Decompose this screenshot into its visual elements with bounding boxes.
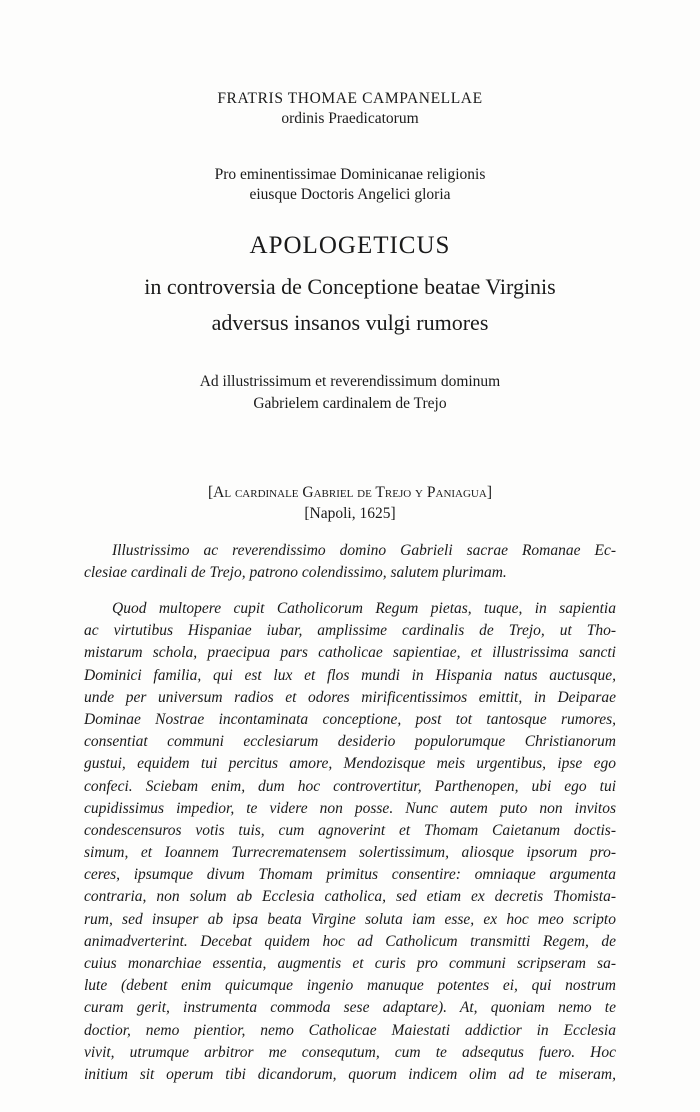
salutation-paragraph	[84, 540, 616, 584]
body-line: Dominici familia, qui est lux et flos mundi in Hispania natus auctusque,	[84, 666, 616, 684]
body-line: gustui, equidem tui percitus amore, Mendozisque meis urgentibus, ipse ego	[84, 755, 616, 773]
body-line: Dominae Nostrae incontaminata conceptione, post tot tantosque rumores,	[84, 710, 616, 728]
subtitle-line-2: adversus insanos vulgi rumores	[211, 310, 489, 335]
bracket-open: [	[208, 484, 214, 501]
body-paragraph	[84, 598, 616, 1086]
body-line: vivit, utrumque arbitror me consequtum, cum te adsequtus fuero. Hoc	[84, 1043, 616, 1061]
address-line-1: Ad illustrissimum et reverendissimum dominum	[199, 373, 501, 390]
author-heading: FRATRIS THOMAE CAMPANELLAE	[217, 90, 483, 107]
bracket-close: ]	[486, 484, 492, 501]
editorial-recipient	[0, 484, 700, 502]
body-line: animadverterint. Decebat quidem hoc ad Catholicum transmitti Regem, de	[84, 932, 616, 950]
body-line: consentiat communi ecclesiarum desiderio populorumque Christianorum	[84, 733, 616, 751]
body-line: lute (debent enim quicumque ingenio manuque potentes ei, qui nostrum	[84, 977, 616, 995]
body-line: cupidissimus impedior, te videre non posse. Nunc autem puto non invitos	[84, 799, 616, 817]
salutation-line: clesiae cardinali de Trejo, patrono colendissimo, salutem plurimam.	[84, 564, 507, 581]
salutation-line: Illustrissimo ac reverendissimo domino Gabrieli sacrae Romanae Ec-	[112, 542, 616, 559]
body-line: simum, et Ioannem Turrecrematensem solertissimum, aliosque ipsorum pro-	[84, 844, 616, 862]
editorial-place-date: [Napoli, 1625]	[304, 505, 396, 522]
body-line: contraria, non solum ab Ecclesia catholica, sed etiam ex decretis Thomista-	[84, 888, 616, 906]
editorial-cardinal-name: Al cardinale Gabriel de Trejo y Paniagua	[213, 484, 487, 501]
body-line: ac virtutibus Hispaniae iubar, amplissime cardinalis de Trejo, ut Tho-	[84, 622, 616, 640]
body-line: doctior, nemo pientior, nemo Catholicae Maiestati addictior in Ecclesia	[84, 1021, 616, 1039]
dedication-line-2: eiusque Doctoris Angelici gloria	[249, 186, 451, 203]
order-subheading: ordinis Praedicatorum	[281, 110, 419, 127]
body-line: confeci. Sciebam enim, dum hoc controvertitur, Parthenopen, ubi ego tui	[84, 777, 616, 795]
body-line: rum, sed insuper ab ipsa beata Virgine soluta iam esse, ex hoc meo scripto	[84, 910, 616, 928]
body-line: mistarum schola, praecipua pars catholicae sapientiae, et illustrissima sancti	[84, 644, 616, 662]
subtitle-line-1: in controversia de Conceptione beatae Virginis	[144, 274, 556, 299]
address-line-2: Gabrielem cardinalem de Trejo	[253, 395, 447, 412]
body-line: ceres, ipsumque divum Thomam primitus consentire: omniaque argumenta	[84, 866, 616, 884]
body-line: Quod multopere cupit Catholicorum Regum pietas, tuque, in sapientia	[112, 600, 616, 617]
main-title: APOLOGETICUS	[249, 232, 451, 259]
body-line: cuius monarchiae essentia, augmentis et curis pro communi scripseram sa-	[84, 955, 616, 972]
dedication-line-1: Pro eminentissimae Dominicanae religionis	[214, 166, 486, 183]
body-line: unde per universum radios et odores mirificentissimos emittit, in Deiparae	[84, 688, 616, 706]
body-line: condescensuros votis tuis, cum agnoverint et Thomam Caietanum doctis-	[84, 821, 616, 839]
body-line: curam gerit, instrumenta commoda sese adaptare). At, quoniam nemo te	[84, 999, 616, 1017]
body-line: initium sit operum tibi dicandorum, quorum indicem olim ad te miseram,	[84, 1065, 616, 1083]
